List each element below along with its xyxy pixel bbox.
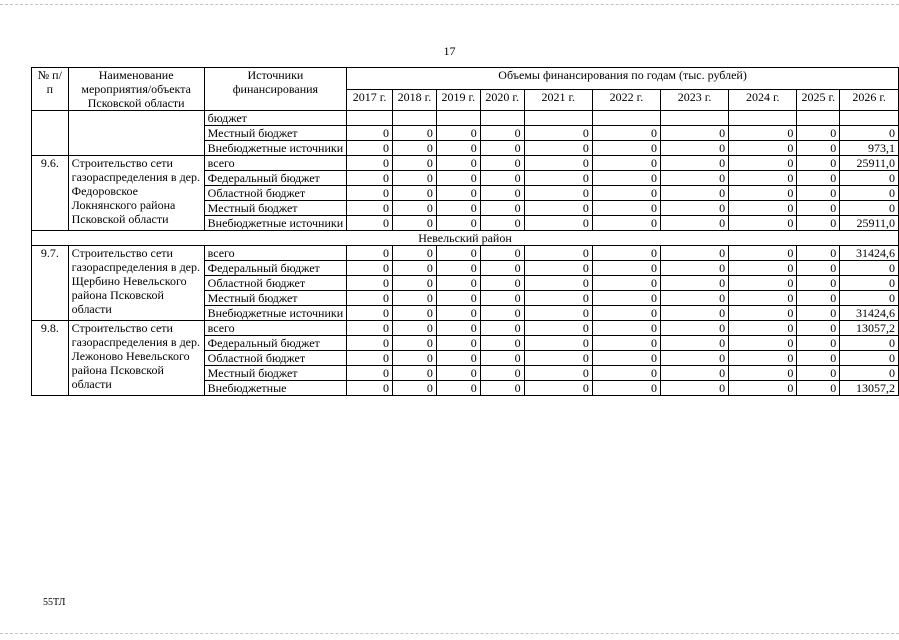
year-value: 0 [347, 141, 393, 156]
item-name [68, 111, 204, 156]
year-value: 0 [661, 171, 729, 186]
year-value: 0 [661, 186, 729, 201]
year-value: 0 [347, 186, 393, 201]
year-value: 0 [729, 321, 797, 336]
financing-table [31, 67, 899, 396]
year-value [436, 111, 480, 126]
year-value: 0 [392, 186, 436, 201]
year-value: 0 [592, 141, 660, 156]
year-value: 0 [347, 366, 393, 381]
year-value: 0 [840, 186, 899, 201]
funding-source: Местный бюджет [204, 366, 347, 381]
year-value: 0 [524, 141, 592, 156]
funding-source: всего [204, 156, 347, 171]
year-value: 0 [797, 291, 840, 306]
year-value: 0 [392, 126, 436, 141]
year-value: 0 [480, 246, 524, 261]
year-value: 0 [392, 171, 436, 186]
year-value: 0 [480, 186, 524, 201]
year-value: 0 [436, 321, 480, 336]
year-value: 0 [797, 351, 840, 366]
year-value: 0 [592, 216, 660, 231]
year-value: 0 [392, 201, 436, 216]
year-value: 25911,0 [840, 156, 899, 171]
year-value: 0 [661, 156, 729, 171]
year-value: 0 [480, 306, 524, 321]
year-value: 0 [347, 171, 393, 186]
year-value: 0 [392, 156, 436, 171]
funding-source: Местный бюджет [204, 126, 347, 141]
year-value: 0 [436, 336, 480, 351]
year-value: 0 [729, 381, 797, 396]
year-value: 0 [480, 126, 524, 141]
year-value: 0 [592, 156, 660, 171]
year-value: 0 [480, 336, 524, 351]
year-value: 0 [592, 186, 660, 201]
year-value: 0 [392, 246, 436, 261]
col-header-year: 2026 г. [840, 89, 899, 111]
item-name: Строительство сети газораспределения в дер. Лежоново Невельского района Псковской области [68, 321, 204, 396]
year-value [729, 111, 797, 126]
year-value: 0 [480, 216, 524, 231]
year-value: 0 [480, 351, 524, 366]
year-value: 0 [392, 291, 436, 306]
year-value: 0 [797, 201, 840, 216]
year-value: 0 [347, 381, 393, 396]
year-value: 0 [347, 156, 393, 171]
funding-source: Внебюджетные источники [204, 141, 347, 156]
year-value: 31424,6 [840, 246, 899, 261]
year-value: 25911,0 [840, 216, 899, 231]
year-value: 0 [661, 336, 729, 351]
year-value: 0 [661, 351, 729, 366]
year-value: 0 [436, 351, 480, 366]
funding-source: Федеральный бюджет [204, 171, 347, 186]
year-value: 0 [661, 321, 729, 336]
year-value: 0 [592, 366, 660, 381]
year-value: 0 [347, 306, 393, 321]
page-top-edge [0, 4, 899, 5]
year-value: 0 [480, 366, 524, 381]
footer-code: 55ТЛ [43, 597, 66, 608]
year-value: 0 [392, 321, 436, 336]
year-value: 0 [524, 171, 592, 186]
year-value: 0 [524, 261, 592, 276]
funding-source: всего [204, 321, 347, 336]
year-value: 0 [524, 201, 592, 216]
col-header-name: Наименование мероприятия/объекта Псковской области [68, 68, 204, 111]
item-number: 9.6. [32, 156, 69, 231]
year-value: 0 [592, 276, 660, 291]
item-number: 9.8. [32, 321, 69, 396]
year-value: 0 [524, 381, 592, 396]
funding-source: Федеральный бюджет [204, 336, 347, 351]
year-value [392, 111, 436, 126]
year-value: 0 [797, 126, 840, 141]
year-value: 0 [347, 246, 393, 261]
year-value: 0 [524, 276, 592, 291]
year-value: 0 [840, 171, 899, 186]
year-value: 0 [436, 246, 480, 261]
year-value: 0 [524, 126, 592, 141]
year-value: 0 [592, 261, 660, 276]
col-header-year: 2019 г. [436, 89, 480, 111]
col-header-volumes: Объемы финансирования по годам (тыс. рублей) [347, 68, 899, 90]
year-value: 0 [436, 186, 480, 201]
year-value: 0 [797, 276, 840, 291]
year-value: 0 [661, 216, 729, 231]
year-value: 0 [729, 171, 797, 186]
year-value: 0 [729, 141, 797, 156]
year-value [347, 111, 393, 126]
funding-source: Областной бюджет [204, 276, 347, 291]
year-value: 0 [524, 186, 592, 201]
year-value: 0 [436, 126, 480, 141]
year-value: 0 [661, 366, 729, 381]
year-value: 0 [729, 366, 797, 381]
year-value: 0 [840, 366, 899, 381]
table-row [32, 156, 899, 171]
year-value: 0 [436, 366, 480, 381]
year-value: 0 [436, 381, 480, 396]
year-value: 0 [840, 201, 899, 216]
year-value: 0 [797, 216, 840, 231]
year-value: 0 [392, 141, 436, 156]
year-value: 0 [392, 276, 436, 291]
year-value: 0 [840, 276, 899, 291]
year-value: 13057,2 [840, 321, 899, 336]
year-value: 0 [729, 291, 797, 306]
funding-source: Областной бюджет [204, 186, 347, 201]
year-value: 0 [347, 336, 393, 351]
year-value: 0 [524, 291, 592, 306]
funding-source: Федеральный бюджет [204, 261, 347, 276]
col-header-year: 2023 г. [661, 89, 729, 111]
page-bottom-edge [0, 633, 899, 634]
year-value: 0 [661, 291, 729, 306]
col-header-year: 2024 г. [729, 89, 797, 111]
year-value: 0 [729, 216, 797, 231]
year-value: 0 [729, 276, 797, 291]
year-value: 0 [661, 276, 729, 291]
year-value: 0 [797, 336, 840, 351]
year-value: 0 [729, 351, 797, 366]
year-value: 0 [729, 336, 797, 351]
year-value: 0 [392, 306, 436, 321]
year-value: 0 [436, 201, 480, 216]
year-value: 0 [436, 291, 480, 306]
year-value: 0 [592, 126, 660, 141]
year-value: 0 [797, 306, 840, 321]
funding-source: Внебюджетные источники [204, 306, 347, 321]
year-value: 31424,6 [840, 306, 899, 321]
year-value: 0 [347, 126, 393, 141]
year-value: 0 [840, 291, 899, 306]
year-value: 0 [436, 141, 480, 156]
col-header-source: Источники финансирования [204, 68, 347, 111]
header-row-1 [32, 68, 899, 90]
year-value: 0 [524, 321, 592, 336]
year-value: 0 [347, 261, 393, 276]
year-value [840, 111, 899, 126]
year-value: 0 [840, 261, 899, 276]
year-value: 0 [592, 321, 660, 336]
year-value: 0 [480, 141, 524, 156]
year-value [480, 111, 524, 126]
year-value: 0 [797, 156, 840, 171]
year-value: 0 [347, 321, 393, 336]
year-value: 0 [480, 201, 524, 216]
year-value: 0 [347, 291, 393, 306]
year-value: 0 [661, 306, 729, 321]
year-value: 0 [524, 156, 592, 171]
year-value: 0 [592, 291, 660, 306]
year-value: 0 [840, 126, 899, 141]
year-value [524, 111, 592, 126]
section-title: Невельский район [32, 231, 899, 246]
year-value: 0 [392, 381, 436, 396]
year-value: 0 [729, 126, 797, 141]
year-value: 0 [797, 321, 840, 336]
year-value: 0 [797, 186, 840, 201]
year-value: 0 [661, 381, 729, 396]
year-value: 0 [797, 381, 840, 396]
item-name: Строительство сети газораспределения в дер. Федоровское Локнянского района Псковской области [68, 156, 204, 231]
year-value: 0 [480, 156, 524, 171]
year-value: 0 [392, 216, 436, 231]
item-number [32, 111, 69, 156]
year-value: 0 [592, 351, 660, 366]
table-row [32, 321, 899, 336]
year-value: 0 [392, 366, 436, 381]
year-value: 0 [592, 201, 660, 216]
year-value [797, 111, 840, 126]
year-value: 0 [524, 216, 592, 231]
year-value: 0 [729, 246, 797, 261]
year-value: 0 [729, 156, 797, 171]
col-header-year: 2017 г. [347, 89, 393, 111]
col-header-year: 2022 г. [592, 89, 660, 111]
year-value: 0 [797, 141, 840, 156]
year-value: 0 [729, 306, 797, 321]
col-header-year: 2021 г. [524, 89, 592, 111]
year-value: 0 [797, 366, 840, 381]
year-value: 0 [480, 321, 524, 336]
year-value: 0 [592, 381, 660, 396]
year-value: 0 [436, 276, 480, 291]
year-value: 0 [661, 141, 729, 156]
year-value: 0 [661, 246, 729, 261]
year-value: 0 [797, 171, 840, 186]
funding-source: Внебюджетные источники [204, 216, 347, 231]
funding-source: Местный бюджет [204, 201, 347, 216]
year-value: 0 [347, 216, 393, 231]
year-value: 0 [392, 336, 436, 351]
year-value: 0 [436, 216, 480, 231]
year-value: 0 [592, 246, 660, 261]
year-value: 0 [592, 306, 660, 321]
table-body [32, 111, 899, 396]
year-value: 0 [480, 276, 524, 291]
year-value: 0 [592, 336, 660, 351]
page-number: 17 [443, 44, 456, 58]
year-value: 0 [480, 381, 524, 396]
year-value: 0 [480, 171, 524, 186]
year-value: 0 [840, 336, 899, 351]
year-value: 0 [661, 261, 729, 276]
year-value: 0 [524, 366, 592, 381]
year-value: 0 [592, 171, 660, 186]
year-value: 0 [524, 336, 592, 351]
funding-source: всего [204, 246, 347, 261]
year-value: 0 [392, 261, 436, 276]
year-value: 0 [480, 261, 524, 276]
year-value: 0 [480, 291, 524, 306]
year-value: 0 [347, 276, 393, 291]
year-value: 0 [436, 306, 480, 321]
year-value: 0 [392, 351, 436, 366]
funding-source: Местный бюджет [204, 291, 347, 306]
year-value: 0 [436, 261, 480, 276]
year-value: 0 [797, 246, 840, 261]
year-value: 0 [797, 261, 840, 276]
year-value: 0 [347, 351, 393, 366]
section-row [32, 231, 899, 246]
year-value: 0 [661, 126, 729, 141]
table-row [32, 246, 899, 261]
col-header-year: 2020 г. [480, 89, 524, 111]
year-value: 0 [840, 351, 899, 366]
year-value: 0 [729, 186, 797, 201]
year-value: 0 [661, 201, 729, 216]
col-header-year: 2025 г. [797, 89, 840, 111]
funding-source: бюджет [204, 111, 347, 126]
year-value: 0 [729, 261, 797, 276]
year-value: 0 [524, 306, 592, 321]
year-value: 0 [524, 351, 592, 366]
year-value: 13057,2 [840, 381, 899, 396]
col-header-no: № п/п [32, 68, 69, 111]
year-value: 0 [729, 201, 797, 216]
funding-source: Областной бюджет [204, 351, 347, 366]
col-header-year: 2018 г. [392, 89, 436, 111]
item-number: 9.7. [32, 246, 69, 321]
year-value: 0 [436, 156, 480, 171]
item-name: Строительство сети газораспределения в дер. Щербино Невельского района Псковской области [68, 246, 204, 321]
table-row [32, 111, 899, 126]
year-value: 0 [347, 201, 393, 216]
year-value: 973,1 [840, 141, 899, 156]
funding-source: Внебюджетные [204, 381, 347, 396]
year-value: 0 [436, 171, 480, 186]
year-value [592, 111, 660, 126]
year-value [661, 111, 729, 126]
year-value: 0 [524, 246, 592, 261]
